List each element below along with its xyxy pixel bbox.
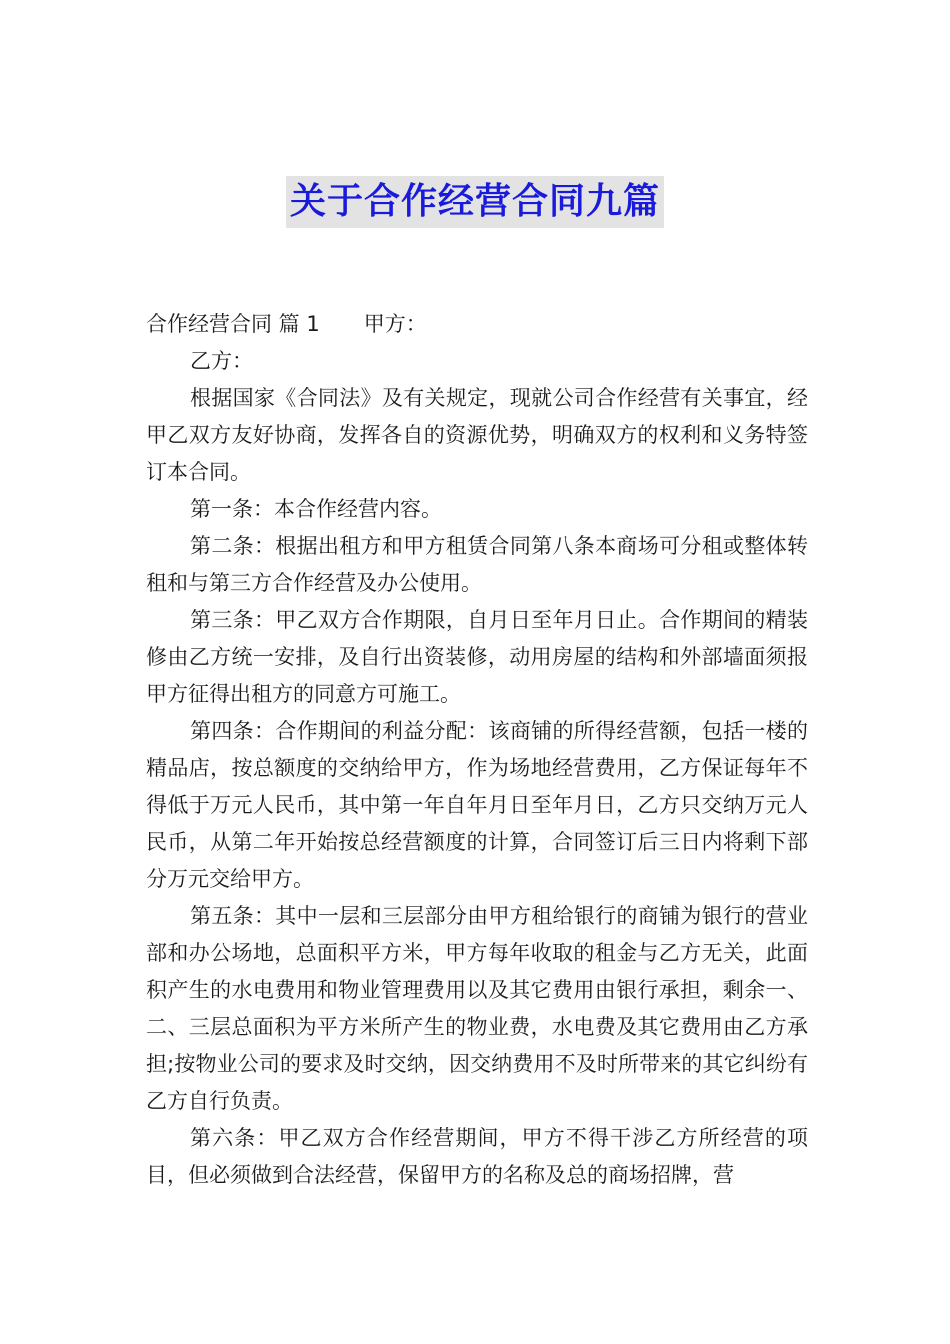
- paragraph: 根据国家《合同法》及有关规定，现就公司合作经营有关事宜，经甲乙双方友好协商，发挥各自的资源优势，明确双方的权利和义务特签订本合同。: [146, 386, 808, 484]
- paragraph: 第三条：甲乙双方合作期限，自月日至年月日止。合作期间的精装修由乙方统一安排，及自行出资装修，动用房屋的结构和外部墙面须报甲方征得出租方的同意方可施工。: [146, 608, 808, 706]
- paragraph: 第五条：其中一层和三层部分由甲方租给银行的商铺为银行的营业部和办公场地，总面积平方米，甲方每年收取的租金与乙方无关，此面积产生的水电费用和物业管理费用以及其它费用由银行承担，剩余一、二、三层总面积为平方米所产生的物业费，水电费及其它费用由乙方承担;按物业公司的要求及时交纳，因交纳费用不及时所带来的其它纠纷有乙方自行负责。: [146, 904, 808, 1113]
- paragraph: 第六条：甲乙双方合作经营期间，甲方不得干涉乙方所经营的项目，但必须做到合法经营，保留甲方的名称及总的商场招牌，营: [146, 1126, 808, 1187]
- party-a-label: 甲方：: [363, 312, 427, 336]
- section-heading: 合作经营合同 篇 1: [146, 312, 320, 336]
- paragraph: 乙方：: [190, 349, 253, 373]
- title-container: [0, 176, 950, 228]
- document-body: [146, 306, 808, 1194]
- section-heading-line: [146, 306, 808, 343]
- paragraph: 第二条：根据出租方和甲方租赁合同第八条本商场可分租或整体转租和与第三方合作经营及办公使用。: [146, 534, 808, 595]
- page-title: 关于合作经营合同九篇: [286, 176, 664, 228]
- paragraph: 第四条：合作期间的利益分配：该商铺的所得经营额，包括一楼的精品店，按总额度的交纳给甲方，作为场地经营费用，乙方保证每年不得低于万元人民币，其中第一年自年月日至年月日，乙方只交纳万元人民币，从第二年开始按总经营额度的计算，合同签订后三日内将剩下部分万元交给甲方。: [146, 719, 808, 891]
- paragraph: 第一条：本合作经营内容。: [190, 497, 442, 521]
